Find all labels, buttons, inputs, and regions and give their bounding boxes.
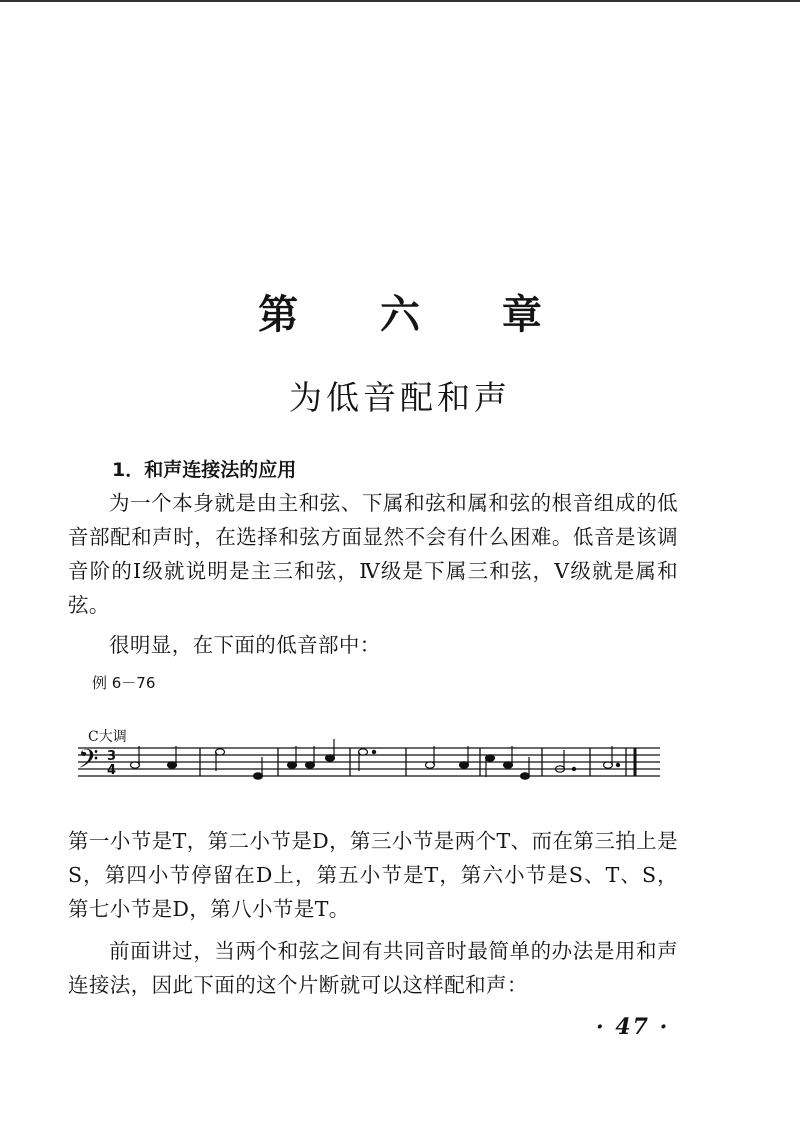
chapter-title: 第 六 章 — [258, 291, 576, 338]
bass-clef-icon — [78, 743, 99, 781]
time-signature — [107, 749, 116, 778]
paragraph-lead-in: 很明显，在下面的低音部中： — [109, 633, 381, 657]
chapter-subtitle: 为低音配和声 — [289, 378, 511, 417]
paragraph-analysis: 第一小节是T，第二小节是D，第三小节是两个T、而在第三拍上是S，第四小节停留在D上，第五小节是T，第六小节是S、T、S，第七小节是D，第八小节是T。 — [68, 829, 678, 921]
svg-text:4: 4 — [107, 763, 117, 778]
paragraph-intro: 为一个本身就是由主和弦、下属和弦和属和弦的根音组成的低音部配和声时，在选择和弦方面显然不会有什么困难。低音是该调音阶的Ⅰ级就说明是主三和弦，Ⅳ级是下属三和弦，Ⅴ级就是属和弦。 — [68, 491, 678, 617]
section-heading: 1．和声连接法的应用 — [112, 459, 297, 481]
svg-text:𝄢: 𝄢 — [78, 743, 99, 781]
page-number: · 47 · — [596, 1014, 670, 1040]
staff-svg — [60, 738, 660, 788]
music-staff — [60, 738, 660, 788]
svg-text:3: 3 — [107, 749, 117, 764]
top-border — [0, 0, 800, 2]
notes — [131, 739, 620, 779]
paragraph-method: 前面讲过，当两个和弦之间有共同音时最简单的办法是用和声连接法，因此下面的这个片断就可以这样配和声： — [68, 939, 678, 997]
key-label: C大调 — [88, 729, 127, 745]
example-label: 例 6－76 — [92, 674, 156, 692]
